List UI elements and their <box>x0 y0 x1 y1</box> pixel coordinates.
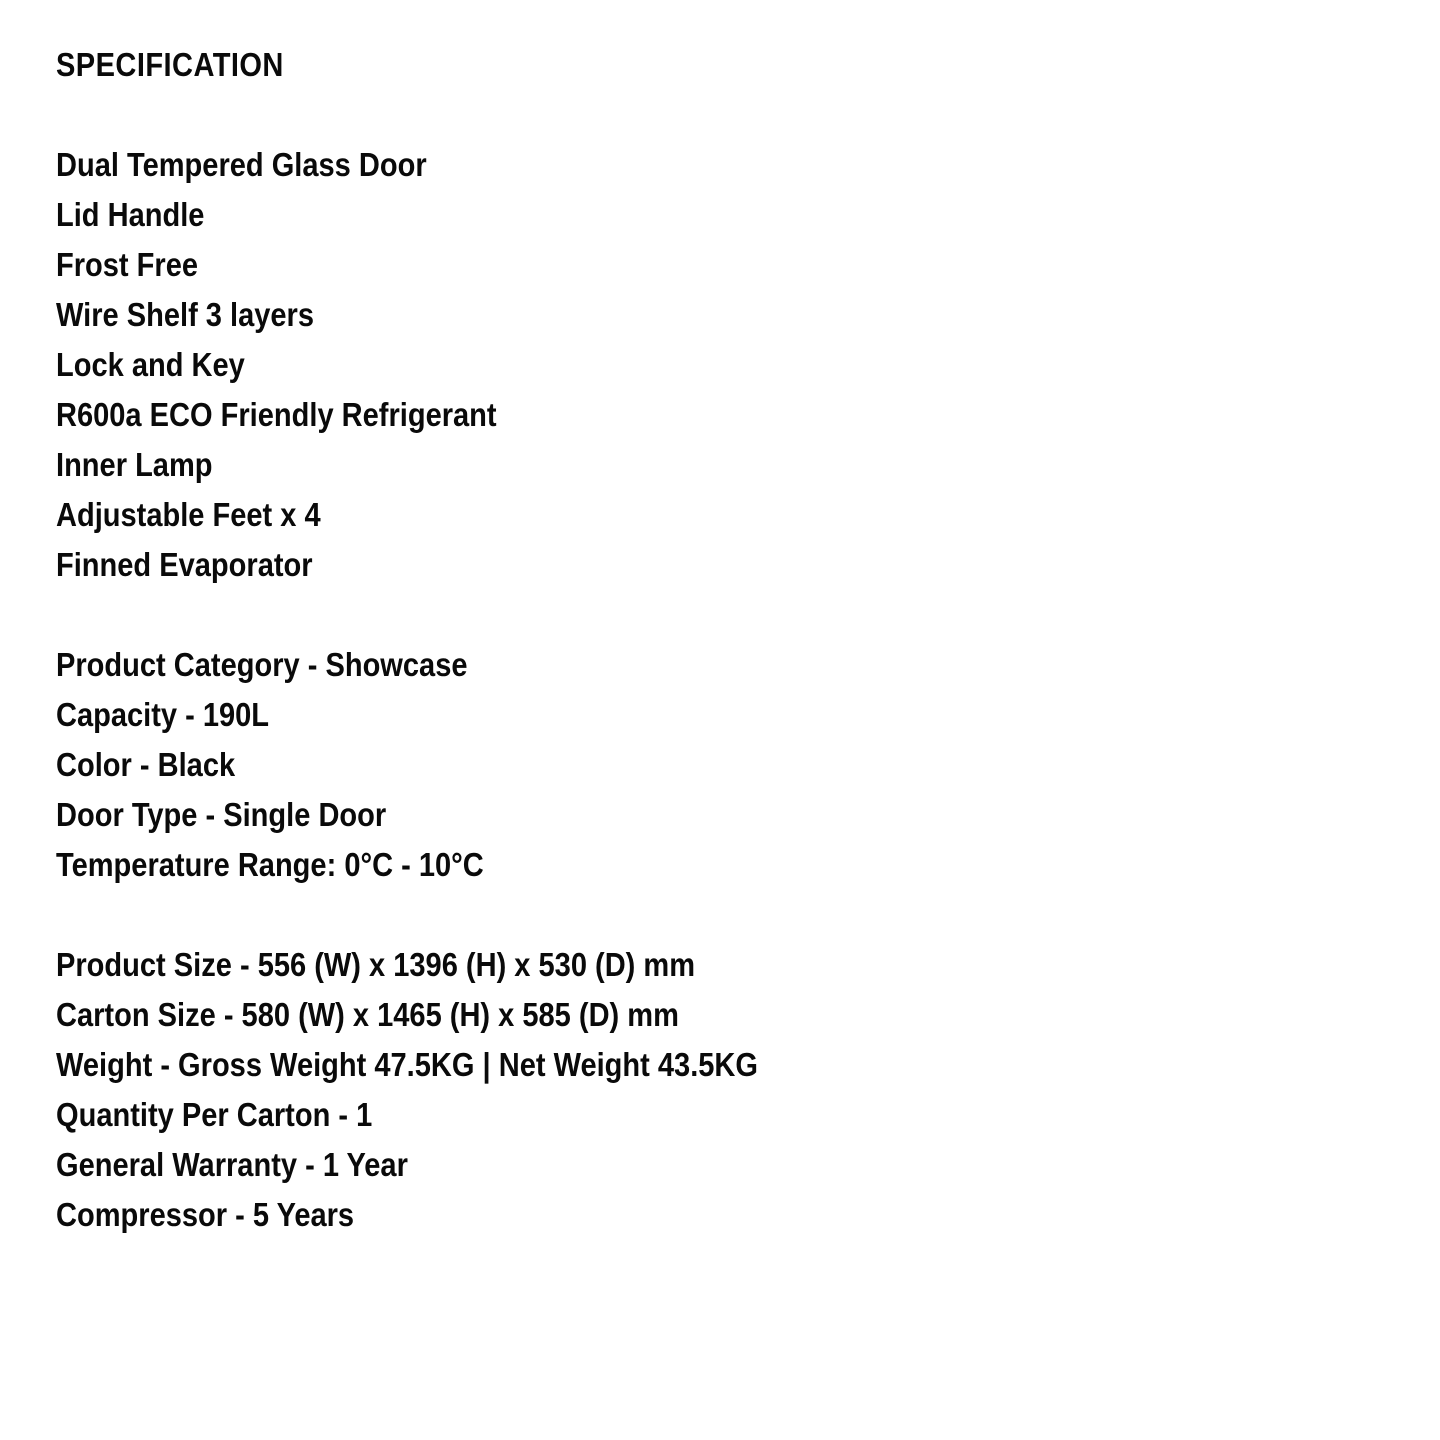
spacer <box>56 590 1225 640</box>
logistics-line: General Warranty - 1 Year <box>56 1146 408 1183</box>
feature-line: Wire Shelf 3 layers <box>56 296 315 333</box>
logistics-line: Carton Size - 580 (W) x 1465 (H) x 585 (D) mm <box>56 996 679 1033</box>
specification-title: SPECIFICATION <box>56 46 284 83</box>
logistics-line: Compressor - 5 Years <box>56 1196 355 1233</box>
product-attribute-line: Color - Black <box>56 746 236 783</box>
feature-line: Lid Handle <box>56 196 205 233</box>
feature-line: Lock and Key <box>56 346 245 383</box>
product-attribute-line: Temperature Range: 0°C - 10°C <box>56 846 484 883</box>
feature-line: Finned Evaporator <box>56 546 313 583</box>
specification-content <box>56 40 1225 1240</box>
feature-line: Adjustable Feet x 4 <box>56 496 321 533</box>
spacer <box>56 890 1225 940</box>
feature-line: Frost Free <box>56 246 199 283</box>
spacer <box>56 90 1225 140</box>
logistics-list <box>56 940 1225 1240</box>
logistics-line: Product Size - 556 (W) x 1396 (H) x 530 (D) mm <box>56 946 696 983</box>
logistics-line: Weight - Gross Weight 47.5KG | Net Weight 43.5KG <box>56 1046 758 1083</box>
logistics-line: Quantity Per Carton - 1 <box>56 1096 373 1133</box>
product-attribute-line: Door Type - Single Door <box>56 796 387 833</box>
feature-line: Dual Tempered Glass Door <box>56 146 427 183</box>
product-attribute-list <box>56 640 1225 890</box>
feature-line: Inner Lamp <box>56 446 213 483</box>
product-attribute-line: Capacity - 190L <box>56 696 270 733</box>
product-attribute-line: Product Category - Showcase <box>56 646 468 683</box>
feature-line: R600a ECO Friendly Refrigerant <box>56 396 497 433</box>
feature-list <box>56 140 1225 590</box>
